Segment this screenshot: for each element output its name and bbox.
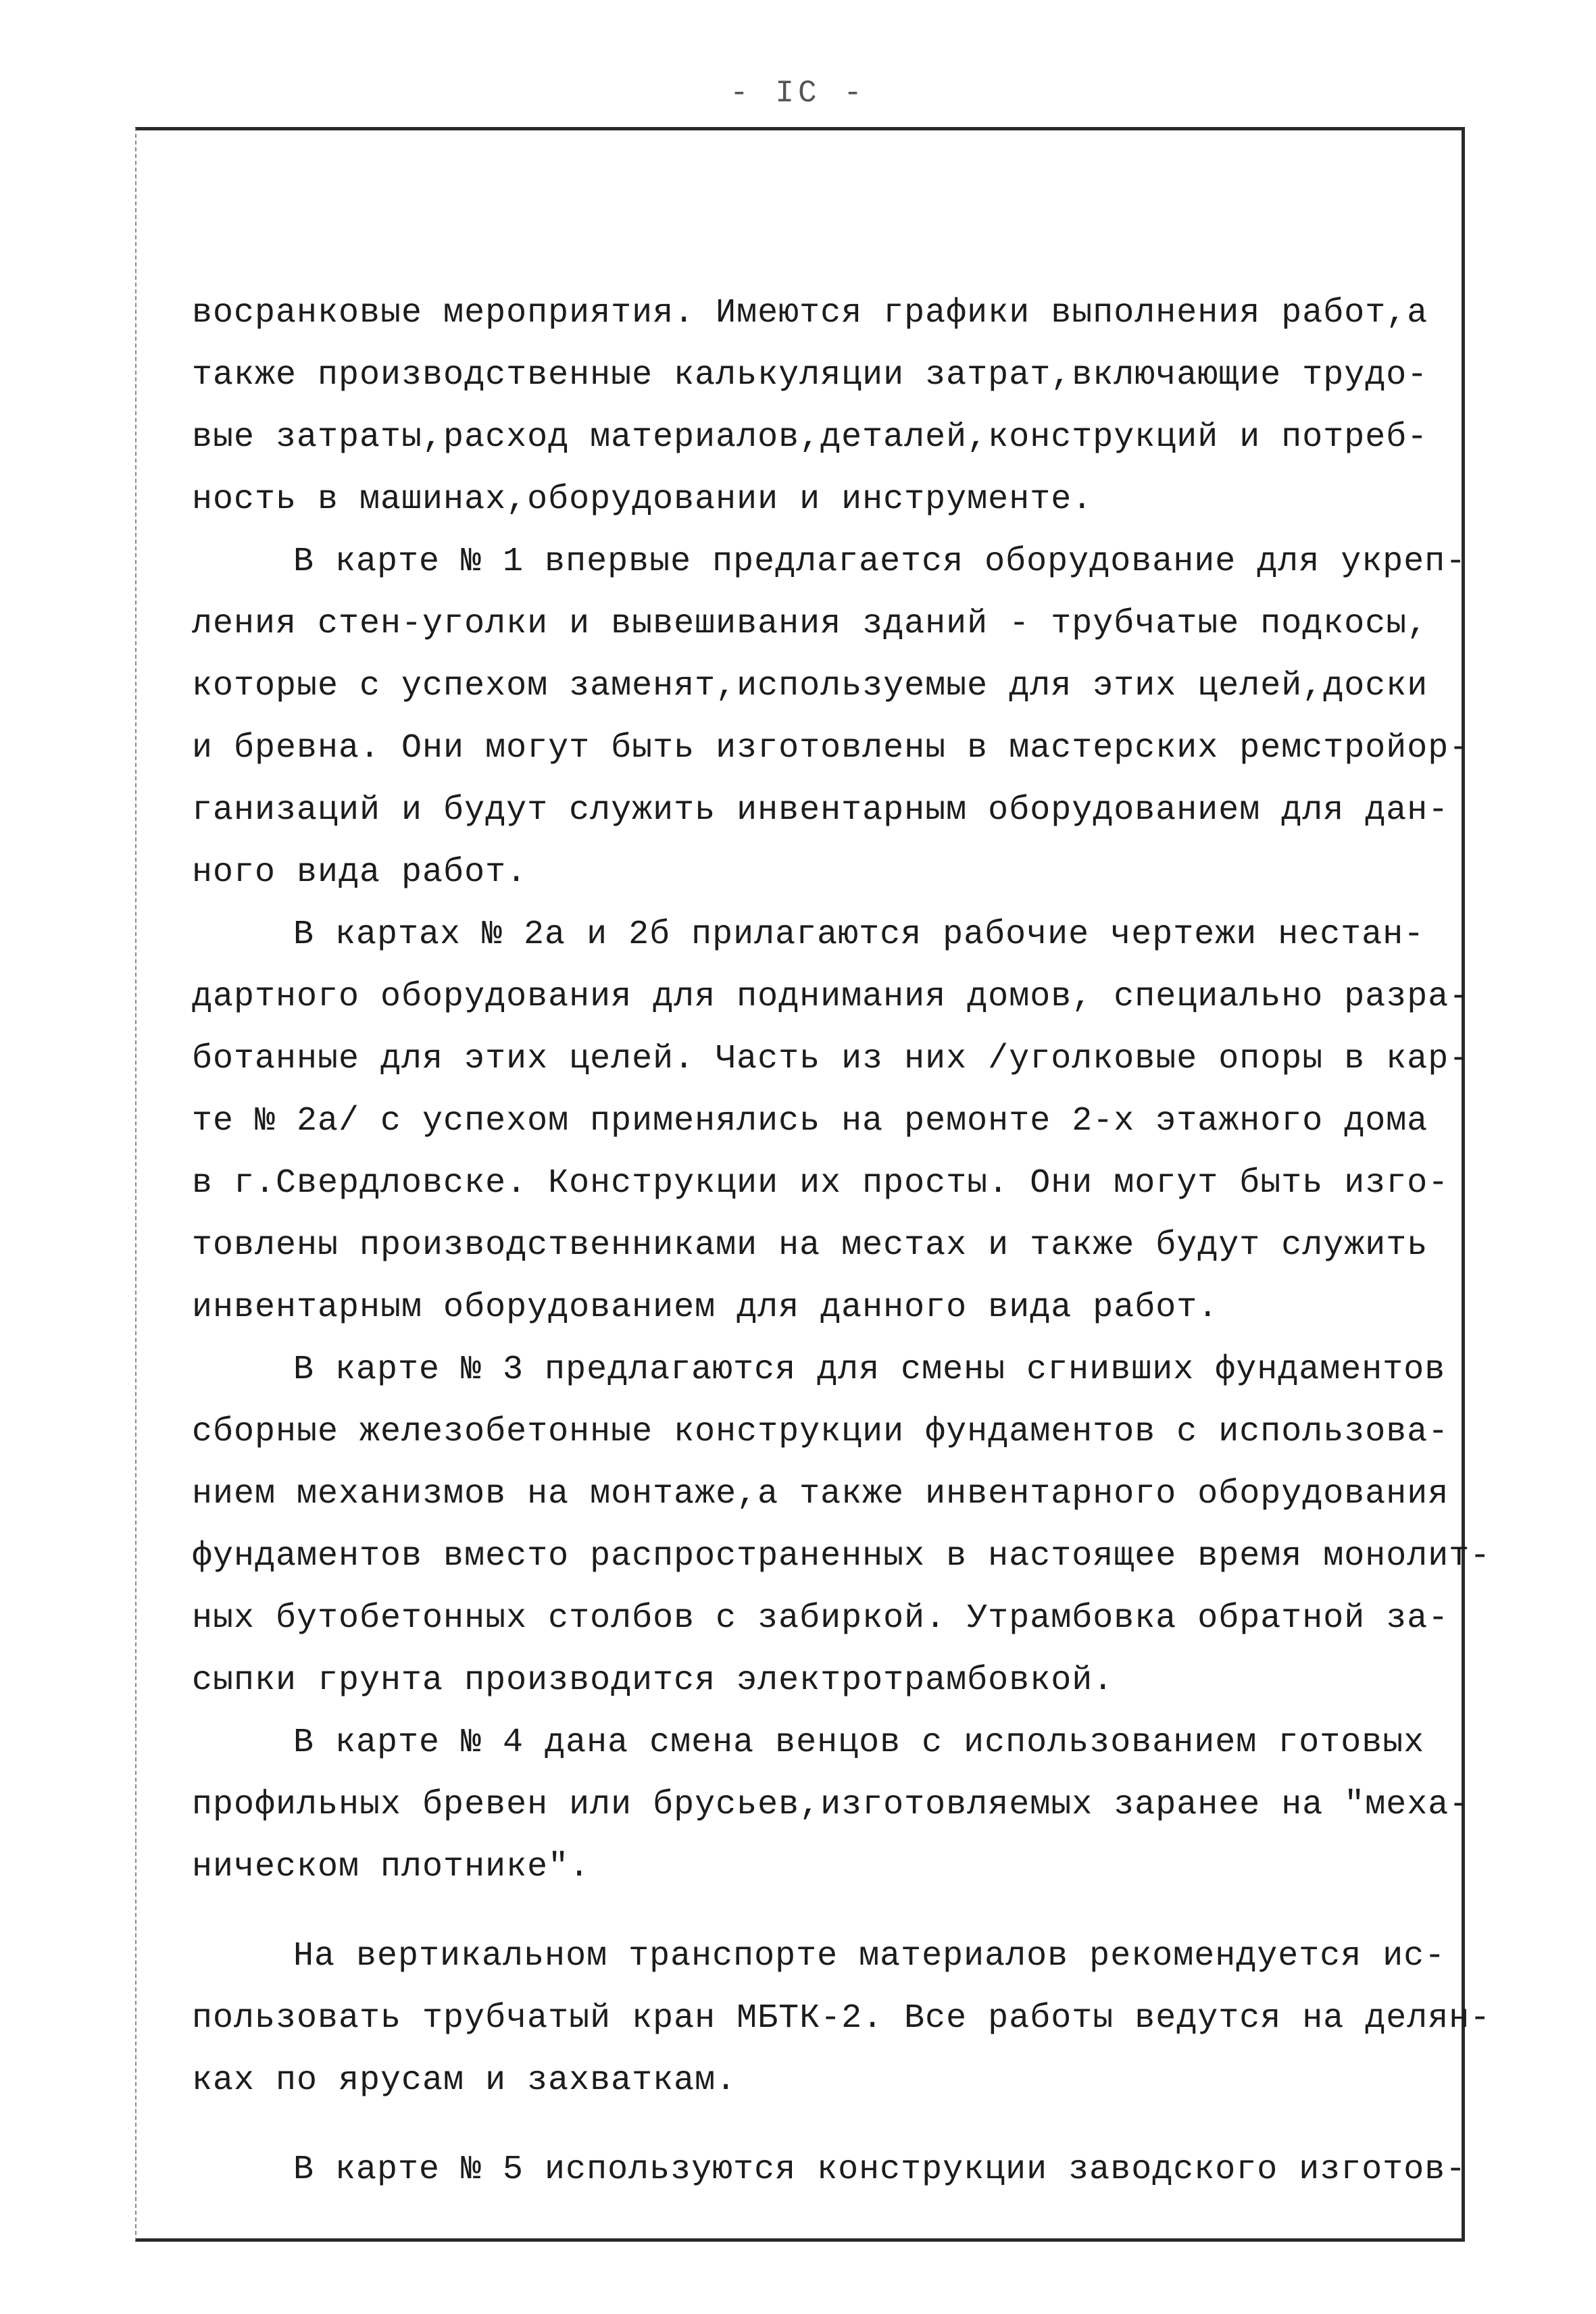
text-line: На вертикальном транспорте материалов рекомендуется ис- bbox=[293, 1937, 1446, 1976]
text-line: ного вида работ. bbox=[192, 853, 528, 892]
text-line: в г.Свердловске. Конструкции их просты. Они могут быть изго- bbox=[192, 1164, 1449, 1203]
text-line: фундаментов вместо распространенных в настоящее время монолит- bbox=[192, 1537, 1491, 1576]
text-line: В картах № 2а и 2б прилагаются рабочие чертежи нестан- bbox=[293, 915, 1425, 954]
text-line: также производственные калькуляции затрат,включающие трудо- bbox=[192, 356, 1428, 395]
text-line: профильных бревен или брусьев,изготовляемых заранее на "меха- bbox=[192, 1786, 1470, 1824]
text-line: инвентарным оборудованием для данного вида работ. bbox=[192, 1288, 1219, 1327]
text-line: ность в машинах,оборудовании и инструменте. bbox=[192, 480, 1093, 519]
text-line: вые затраты,расход материалов,деталей,конструкций и потреб- bbox=[192, 418, 1428, 457]
text-line: сыпки грунта производится электротрамбовкой. bbox=[192, 1661, 1114, 1700]
text-line: дартного оборудования для поднимания домов, специально разра- bbox=[192, 978, 1470, 1016]
text-line: ботанные для этих целей. Часть из них /уголковые опоры в кар- bbox=[192, 1040, 1470, 1078]
text-line: пользовать трубчатый кран МБТК-2. Все работы ведутся на делян- bbox=[192, 1999, 1491, 2038]
text-line: В карте № 3 предлагаются для смены сгнивших фундаментов bbox=[293, 1351, 1446, 1389]
page-number: - IC - bbox=[730, 76, 866, 111]
text-line: которые с успехом заменят,используемые для этих целей,доски bbox=[192, 667, 1428, 705]
text-line: те № 2а/ с успехом применялись на ремонте 2-х этажного дома bbox=[192, 1102, 1428, 1140]
text-line: ления стен-уголки и вывешивания зданий - трубчатые подкосы, bbox=[192, 605, 1428, 643]
text-line: ническом плотнике". bbox=[192, 1848, 591, 1886]
text-line: восранковые мероприятия. Имеются графики выполнения работ,а bbox=[192, 294, 1428, 332]
body-text bbox=[192, 282, 1491, 2201]
text-line: В карте № 4 дана смена венцов с использованием готовых bbox=[293, 1724, 1425, 1762]
text-line: нием механизмов на монтаже,а также инвентарного оборудования bbox=[192, 1475, 1449, 1513]
text-line: В карте № 1 впервые предлагается оборудование для укреп- bbox=[293, 543, 1467, 581]
text-line: товлены производственниками на местах и также будут служить bbox=[192, 1226, 1428, 1265]
text-line: ных бутобетонных столбов с забиркой. Утрамбовка обратной за- bbox=[192, 1599, 1449, 1638]
text-line: ках по ярусам и захваткам. bbox=[192, 2061, 737, 2100]
text-line: и бревна. Они могут быть изготовлены в мастерских ремстройор- bbox=[192, 729, 1470, 768]
text-line: ганизаций и будут служить инвентарным оборудованием для дан- bbox=[192, 791, 1449, 830]
text-line: В карте № 5 используются конструкции заводского изготов- bbox=[293, 2150, 1467, 2189]
text-line: сборные железобетонные конструкции фундаментов с использова- bbox=[192, 1413, 1449, 1451]
